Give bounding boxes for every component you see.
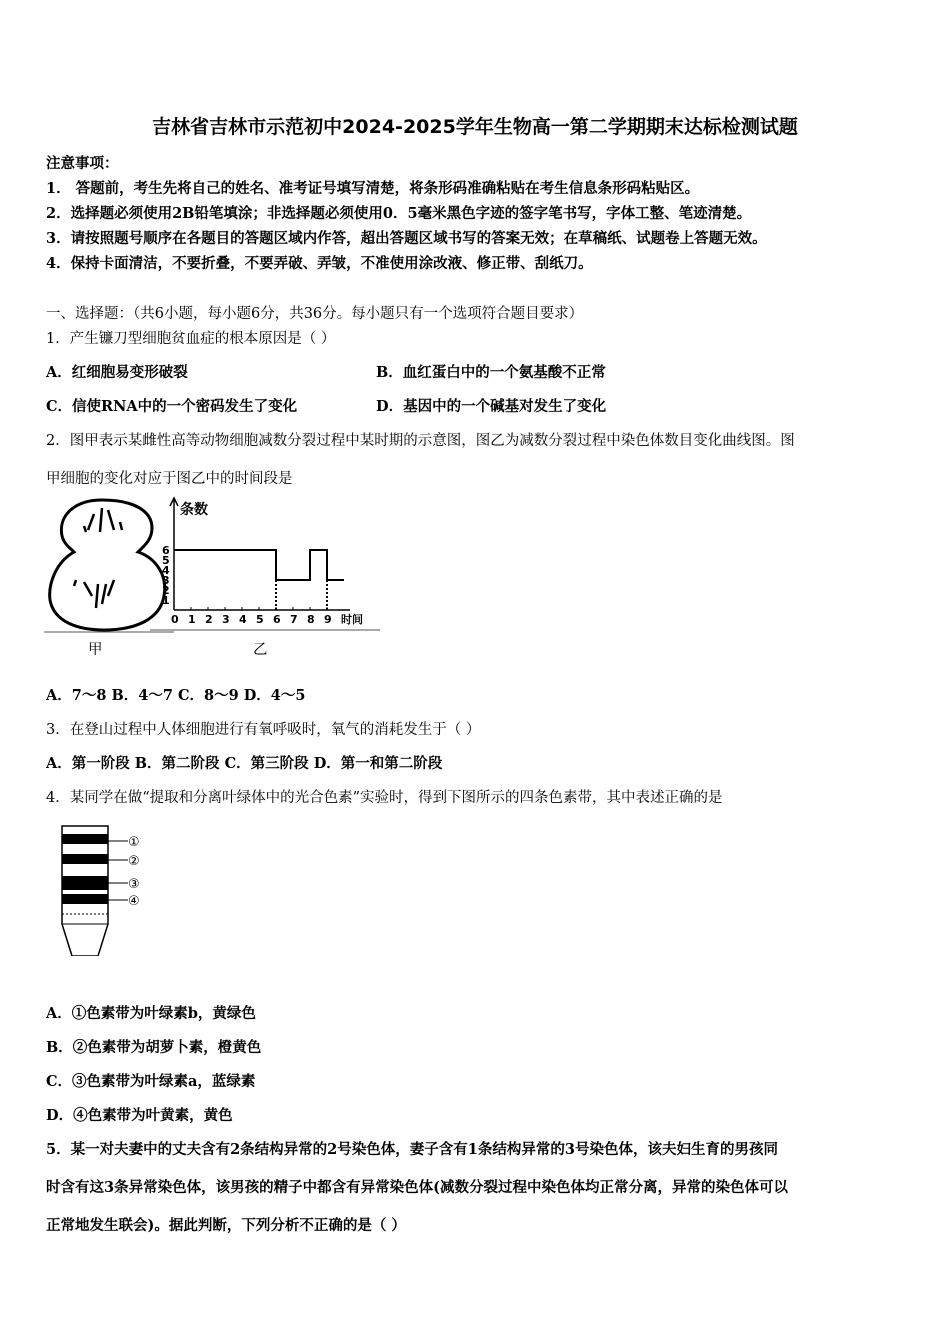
x-tick-8: 8 <box>307 613 315 626</box>
section-heading: 一、选择题：（共6小题，每小题6分，共36分。每小题只有一个选项符合题目要求） <box>46 306 584 322</box>
band-label-2: ② <box>128 854 140 869</box>
x-tick-9: 9 <box>324 613 332 626</box>
q5-stem-line1: 5．某一对夫妻中的丈夫含有2条结构异常的2号染色体，妻子含有1条结构异常的3号染色体，该夫妇生育的男孩同 <box>46 1141 778 1158</box>
x-tick-6: 6 <box>273 613 281 626</box>
band-1 <box>62 834 108 844</box>
q4-option-d[interactable]: D．④色素带为叶黄素，黄色 <box>46 1107 233 1124</box>
y-tick-6: 6 <box>162 544 170 557</box>
q1-option-a[interactable]: A．红细胞易变形破裂 <box>46 364 188 381</box>
y-tick-1: 1 <box>162 594 170 607</box>
label-jia: 甲 <box>88 642 103 658</box>
q1-option-b[interactable]: B．血红蛋白中的一个氨基酸不正常 <box>376 364 606 381</box>
x-tick-0: 0 <box>171 613 179 626</box>
notice-item-3: 3．请按照题号顺序在各题目的答题区域内作答，超出答题区域书写的答案无效；在草稿纸、试题卷上答题无效。 <box>46 230 767 247</box>
y-tick-3: 3 <box>162 574 170 587</box>
notice-heading: 注意事项： <box>46 155 119 172</box>
band-4 <box>62 894 108 904</box>
chromosomes-upper <box>84 508 122 532</box>
y-tick-4: 4 <box>162 564 170 577</box>
x-tick-2: 2 <box>205 613 213 626</box>
q5-stem-line2: 时含有这3条异常染色体，该男孩的精子中都含有异常染色体(减数分裂过程中染色体均正常分离，异常的染色体可以 <box>46 1179 788 1196</box>
page-title: 吉林省吉林市示范初中2024-2025学年生物高一第二学期期末达标检测试题 <box>152 116 798 138</box>
q5-stem-line3: 正常地发生联会)。据此判断，下列分析不正确的是（ ） <box>46 1217 406 1234</box>
q4-option-b[interactable]: B．②色素带为胡萝卜素，橙黄色 <box>46 1039 262 1056</box>
series-line <box>174 550 344 580</box>
q1-option-c[interactable]: C．信使RNA中的一个密码发生了变化 <box>46 398 298 415</box>
q1-stem: 1．产生镰刀型细胞贫血症的根本原因是（ ） <box>46 331 336 347</box>
y-tick-labels <box>162 544 170 607</box>
q2-stem-line1: 2．图甲表示某雌性高等动物细胞减数分裂过程中某时期的示意图，图乙为减数分裂过程中染色体数目变化曲线图。图 <box>46 433 795 449</box>
x-tick-3: 3 <box>222 613 230 626</box>
q4-option-c[interactable]: C．③色素带为叶绿素a，蓝绿素 <box>46 1073 256 1090</box>
dashed-guides <box>276 580 327 610</box>
q1-option-d[interactable]: D．基因中的一个碱基对发生了变化 <box>376 398 607 415</box>
notice-item-2: 2．选择题必须使用2B铅笔填涂；非选择题必须使用0．5毫米黑色字迹的签字笔书写，字体工整、笔迹清楚。 <box>46 205 752 222</box>
chromosome-count-chart <box>150 494 380 632</box>
x-tick-4: 4 <box>239 613 247 626</box>
chromosomes-lower <box>74 580 114 608</box>
cell-outline <box>50 500 165 630</box>
x-tick-1: 1 <box>188 613 196 626</box>
band-label-1: ① <box>128 835 140 850</box>
q4-option-a[interactable]: A．①色素带为叶绿素b，黄绿色 <box>46 1005 256 1022</box>
q4-stem: 4．某同学在做“提取和分离叶绿体中的光合色素”实验时，得到下图所示的四条色素带，其中表述正确的是 <box>46 790 723 806</box>
q3-options[interactable]: A．第一阶段 B．第二阶段 C．第三阶段 D．第一和第二阶段 <box>46 755 443 772</box>
y-tick-2: 2 <box>162 584 170 597</box>
q2-options[interactable]: A．7～8 B．4～7 C．8～9 D．4～5 <box>46 687 306 704</box>
chromatography-tube <box>44 820 154 956</box>
y-tick-5: 5 <box>162 554 170 567</box>
x-tick-5: 5 <box>256 613 264 626</box>
band-2 <box>62 854 108 864</box>
q2-stem-line2: 甲细胞的变化对应于图乙中的时间段是 <box>46 471 293 487</box>
q3-stem: 3．在登山过程中人体细胞进行有氧呼吸时，氧气的消耗发生于（ ） <box>46 722 481 738</box>
band-label-4: ④ <box>128 894 140 909</box>
label-yi: 乙 <box>253 642 268 658</box>
band-3 <box>62 876 108 890</box>
y-axis-label: 条数 <box>180 502 208 518</box>
tube-outline <box>62 826 108 956</box>
notice-item-1: 1． 答题前，考生先将自己的姓名、准考证号填写清楚，将条形码准确粘贴在考生信息条形码粘贴区。 <box>46 180 700 197</box>
x-tick-7: 7 <box>290 613 298 626</box>
notice-item-4: 4．保持卡面清洁，不要折叠，不要弄破、弄皱，不准使用涂改液、修正带、刮纸刀。 <box>46 255 593 272</box>
x-tick-10: 时间 <box>341 613 363 626</box>
band-label-3: ③ <box>128 877 140 892</box>
